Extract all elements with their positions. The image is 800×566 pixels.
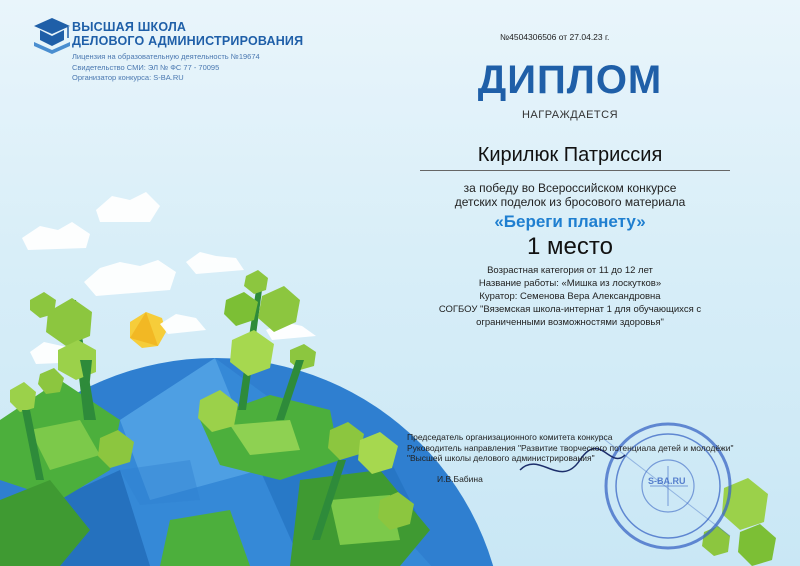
signature-block	[407, 432, 797, 464]
work-title: Название работы: «Мишка из лоскутков»	[478, 278, 662, 289]
awarded-label: НАГРАЖДАЕТСЯ	[521, 109, 619, 121]
curator-name: Куратор: Семенова Вера Александровна	[479, 291, 661, 302]
award-details	[400, 264, 740, 329]
recipient-name: Кирилюк Патриссия	[477, 144, 663, 166]
age-category: Возрастная категория от 11 до 12 лет	[487, 265, 653, 276]
diploma-number: №4504306506 от 27.04.23 г.	[500, 32, 610, 42]
signer-name: И.В.Бабина	[437, 474, 483, 484]
direction-title: Руководитель направления "Развитие творческого потенциала детей и молодёжи"	[407, 442, 734, 453]
diploma-title: ДИПЛОМ	[477, 58, 663, 102]
school-name-line1: ВЫСШАЯ ШКОЛА	[72, 20, 187, 34]
graduation-cap-icon	[34, 18, 70, 54]
place-label: 1 место	[527, 233, 613, 260]
svg-text:S-BA.RU: S-BA.RU	[648, 476, 686, 486]
school-credentials	[72, 52, 260, 84]
media-registration-text: Свидетельство СМИ: ЭЛ № ФС 77 - 70095	[72, 62, 220, 72]
school-line2: ограниченными возможностями здоровья"	[476, 317, 664, 328]
name-underline	[420, 170, 730, 171]
organization-title: "Высшей школы делового администрирования"	[407, 453, 595, 463]
award-reason-line2: детских поделок из бросового материала	[454, 195, 686, 209]
organizer-text: Организатор конкурса: S-BA.RU	[72, 73, 184, 82]
license-text: Лицензия на образовательную деятельность №19674	[72, 52, 260, 61]
award-reason-line1: за победу во Всероссийском конкурсе	[463, 181, 677, 195]
school-line1: СОГБОУ "Вяземская школа-интернат 1 для обучающихся с	[438, 304, 702, 315]
chair-title: Председатель организационного комитета конкурса	[407, 432, 613, 442]
contest-title: «Береги планету»	[494, 212, 646, 231]
school-name	[72, 20, 303, 48]
school-name-line2: ДЕЛОВОГО АДМИНИСТРИРОВАНИЯ	[72, 34, 304, 48]
award-reason	[400, 181, 740, 209]
